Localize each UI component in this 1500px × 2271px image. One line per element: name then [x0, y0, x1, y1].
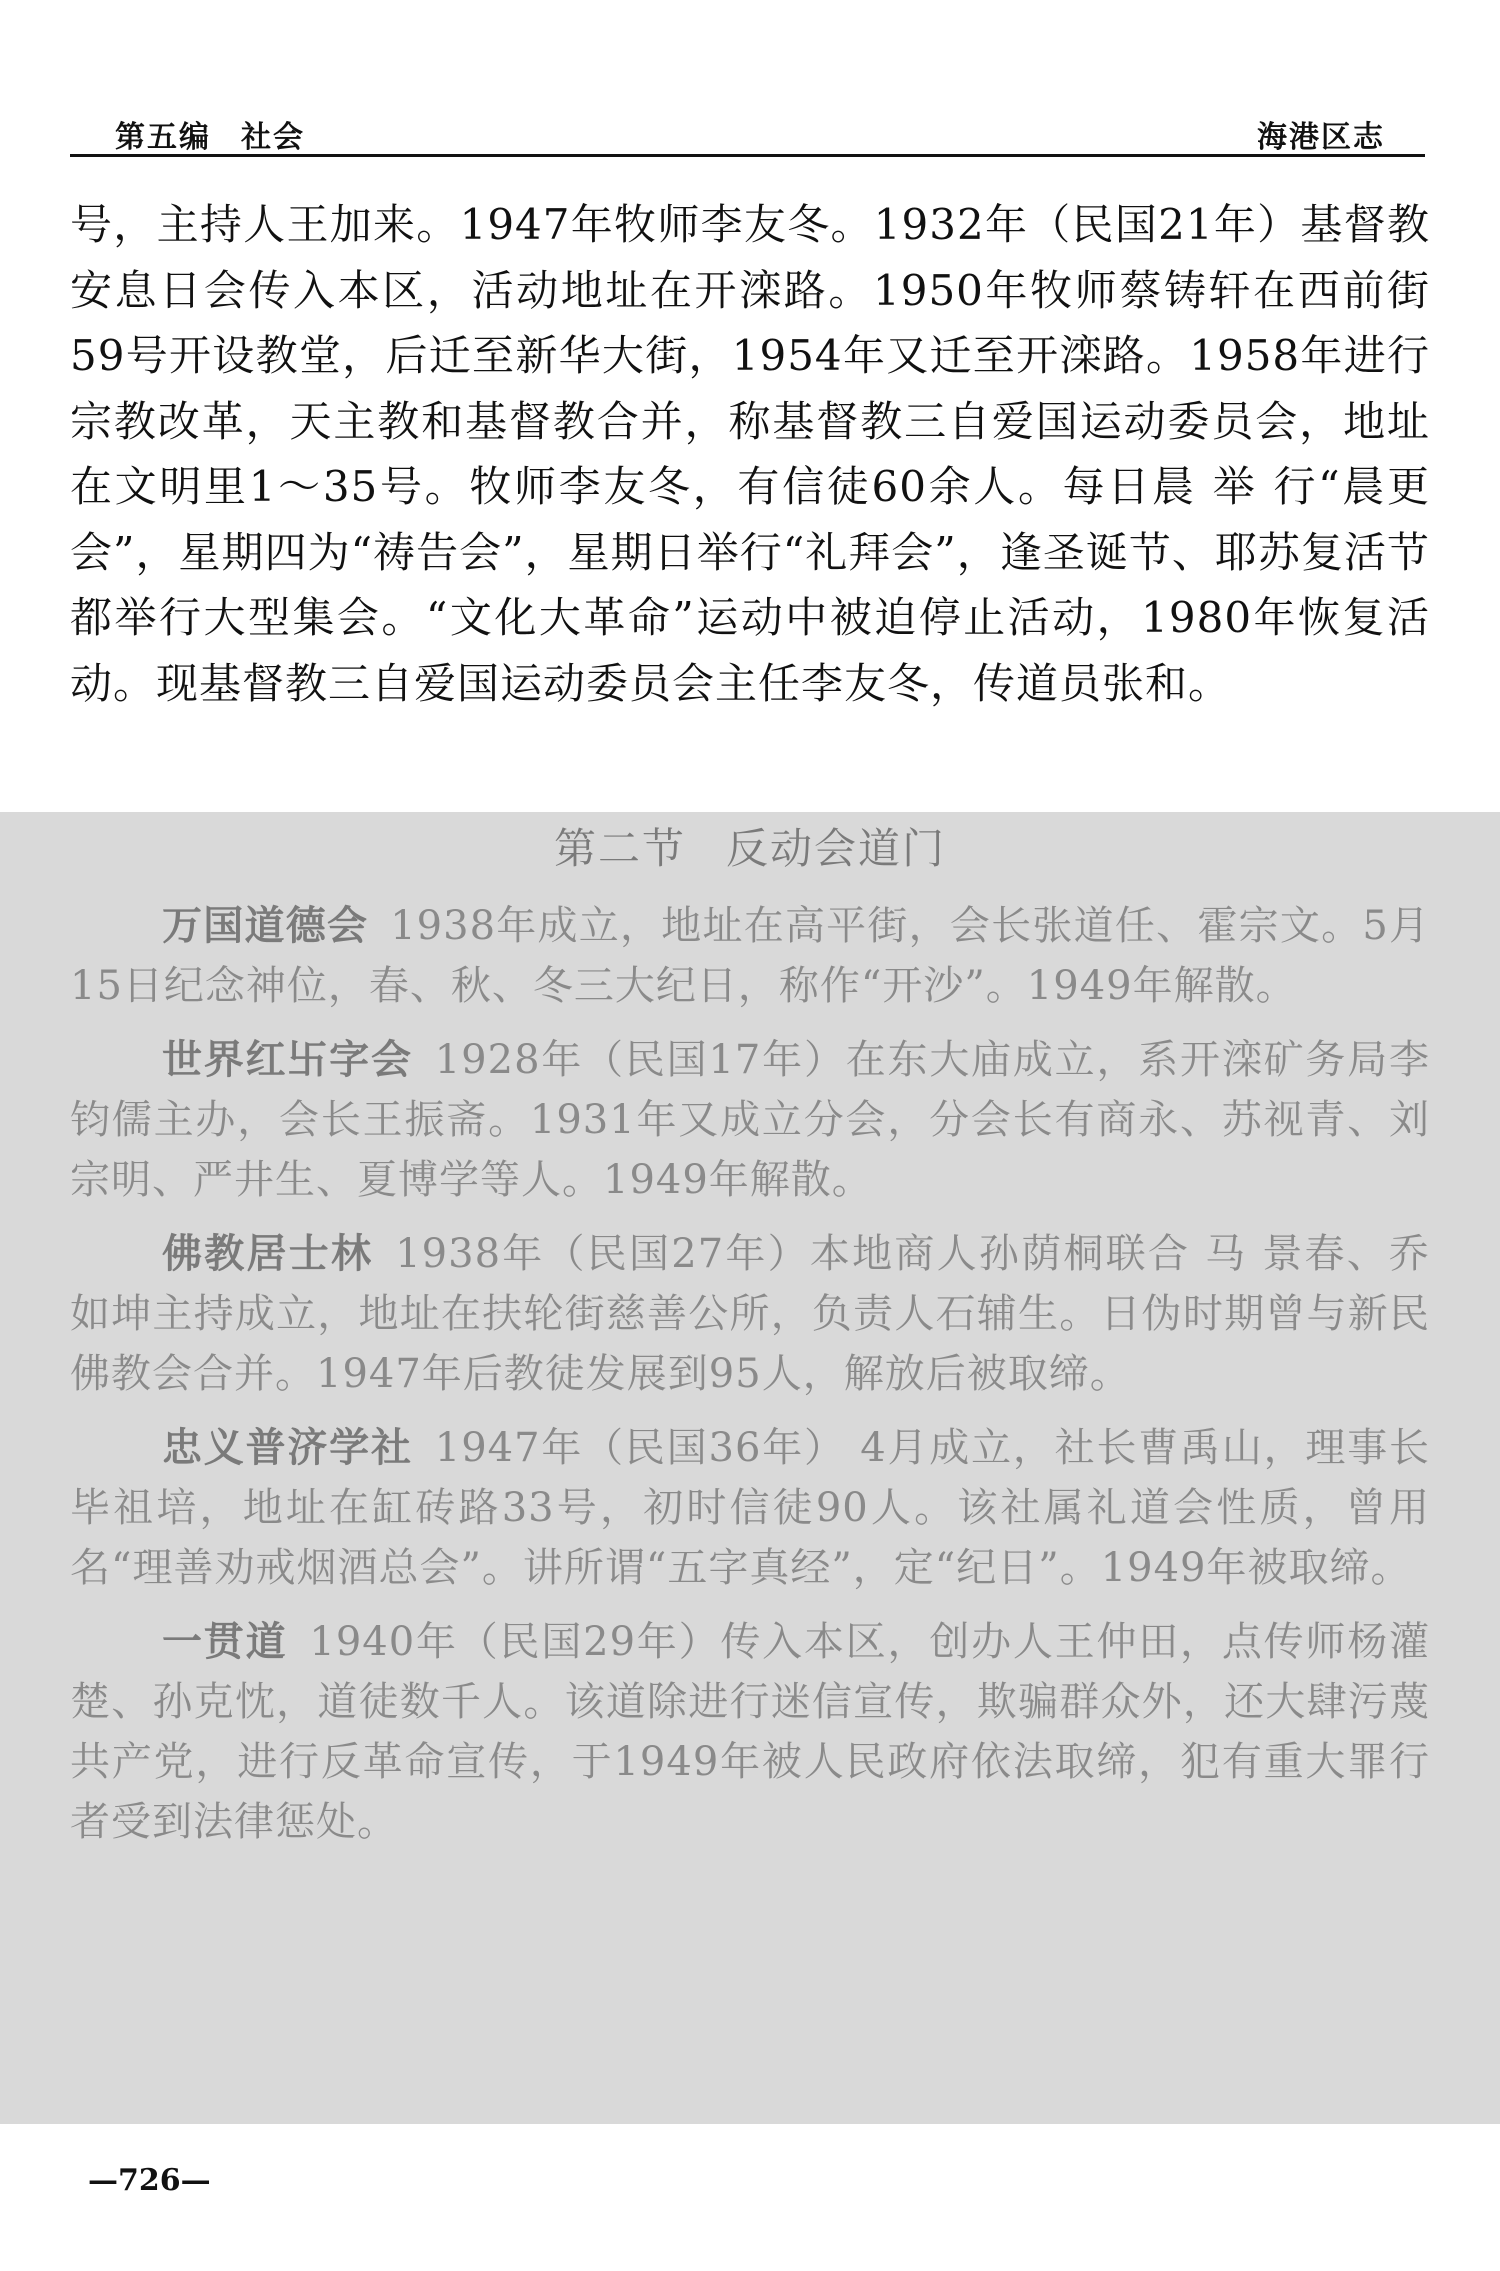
header-part-label: 第五编 — [115, 120, 211, 155]
entry-term: 一贯道 — [162, 1619, 288, 1665]
page-number: —726— — [88, 2163, 211, 2198]
entry-text: 1938年（民国27年）本地商人孙荫桐联合 马 景春、乔如坤主持成立，地址在扶轮街慈善公所，负责人石辅生。日伪时期曾与新民佛教会合并。1947年后教徒发展到95人，解放后被取缔。 — [70, 1231, 1431, 1397]
entry-term: 忠义普济学社 — [162, 1425, 413, 1471]
section-number: 第二节 — [553, 824, 686, 873]
entry-term: 世界红卐字会 — [162, 1037, 413, 1083]
section-title-text: 反动会道门 — [726, 824, 947, 873]
entry — [70, 896, 1430, 1016]
running-header — [70, 108, 1425, 157]
entry — [70, 1418, 1430, 1598]
upper-paragraph: 号，主持人王加来。1947年牧师李友冬。1932年（民国21年）基督教安息日会传入本区，活动地址在开滦路。1950年牧师蔡铸轩在西前街59号开设教堂，后迁至新华大街，1954年又迁至开滦路。1958年进行宗教改革，天主教和基督教合并，称基督教三自爱国运动委员会，地址在文明里1～35号。牧师李友冬，有信徒60余人。每日晨 举 行“晨更会”，星期四为“祷告会”，星期日举行“礼拜会”，逢圣诞节、耶苏复活节都举行大型集会。“文化大革命”运动中被迫停止活动，1980年恢复活动。现基督教三自爱国运动委员会主任李友冬，传道员张和。 — [70, 200, 1430, 708]
entry-text: 1940年（民国29年）传入本区，创办人王仲田，点传师杨灌楚、孙克忱，道徒数千人。该道除进行迷信宣传，欺骗群众外，还大肆污蔑共产党，进行反革命宣传，于1949年被人民政府依法取缔，犯有重大罪行者受到法律惩处。 — [70, 1619, 1431, 1845]
section-heading — [0, 816, 1500, 876]
upper-text-block — [70, 192, 1430, 716]
header-section — [115, 112, 305, 156]
entry — [70, 1030, 1430, 1210]
header-book-title: 海港区志 — [1257, 120, 1385, 155]
entry-term: 佛教居士林 — [162, 1231, 374, 1277]
entry-text: 1928年（民国17年）在东大庙成立，系开滦矿务局李钧儒主办，会长王振斋。1931年又成立分会，分会长有商永、苏视青、刘宗明、严井生、夏博学等人。1949年解散。 — [70, 1037, 1430, 1203]
entry-term: 万国道德会 — [162, 903, 369, 949]
entry-text: 1947年（民国36年） 4月成立，社长曹禹山，理事长毕祖培，地址在缸砖路33号，初时信徒90人。该社属礼道会性质，曾用名“理善劝戒烟酒总会”。讲所谓“五字真经”，定“纪日”。1949年被取缔。 — [70, 1425, 1431, 1591]
section-body — [70, 896, 1430, 1866]
entry-text: 1938年成立，地址在高平街，会长张道任、霍宗文。5月15日纪念神位，春、秋、冬三大纪日，称作“开沙”。1949年解散。 — [70, 903, 1431, 1009]
entry — [70, 1612, 1430, 1852]
entry — [70, 1224, 1430, 1404]
header-chapter-label: 社会 — [241, 120, 305, 155]
